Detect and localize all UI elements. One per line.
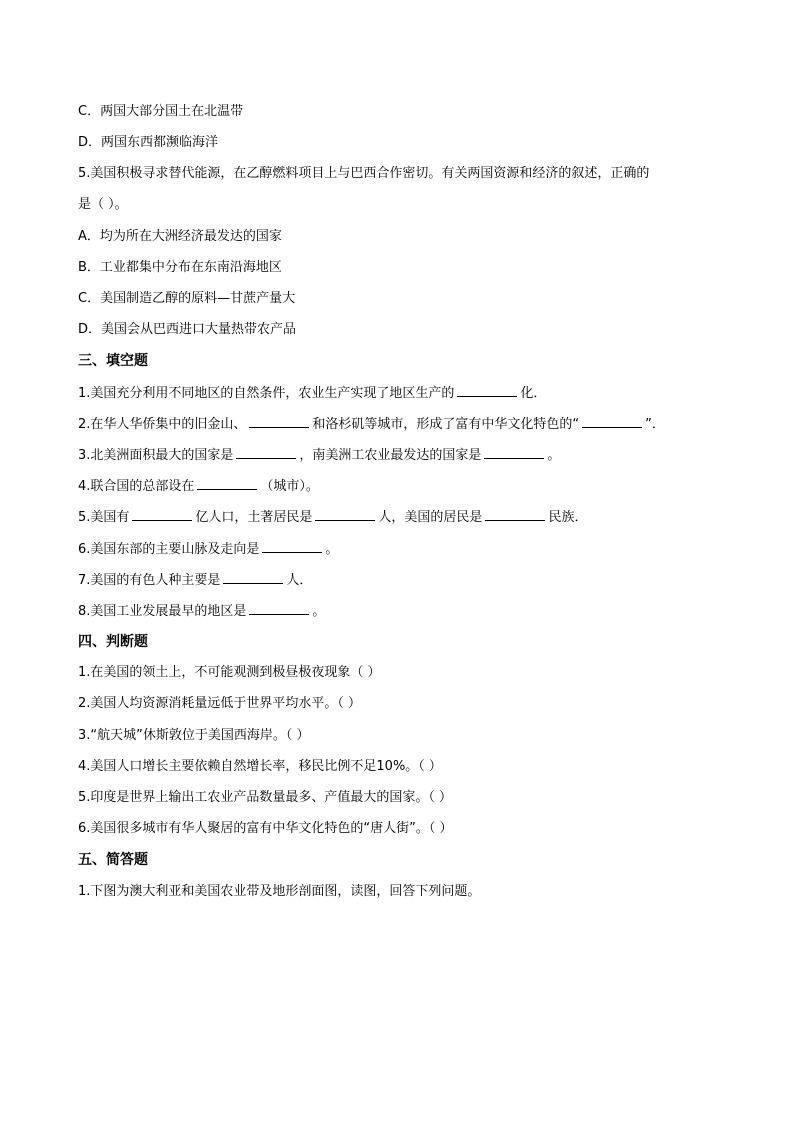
fill-item-3: 3.北美洲面积最大的国家是 ，南美洲工农业最发达的国家是 。	[78, 448, 561, 463]
section-heading-judge: 四、判断题	[78, 634, 148, 650]
fill-item-8: 8.美国工业发展最早的地区是 。	[78, 604, 326, 619]
judge-item-2: 2.美国人均资源消耗量远低于世界平均水平。（ ）	[78, 696, 362, 711]
answer-blank	[236, 446, 296, 459]
fill-item-5: 5.美国有 亿人口，土著居民是 人，美国的居民是 民族．	[78, 510, 588, 525]
answer-blank	[249, 602, 309, 615]
question-5-stem-cont: 是（ ）。	[78, 197, 128, 212]
short-item-1: 1.下图为澳大利亚和美国农业带及地形剖面图，读图，回答下列问题。	[78, 884, 481, 899]
judge-item-1: 1.在美国的领土上，不可能观测到极昼极夜现象（ ）	[78, 665, 381, 680]
question-5-option-c: C．美国制造乙醇的原料—甘蔗产量大	[78, 291, 296, 306]
question-5-option-d: D．美国会从巴西进口大量热带农产品	[78, 322, 297, 337]
answer-blank	[582, 415, 642, 428]
judge-item-4: 4.美国人口增长主要依赖自然增长率，移民比例不足10%。（ ）	[78, 759, 442, 774]
judge-item-6: 6.美国很多城市有华人聚居的富有中华文化特色的“唐人街”。（ ）	[78, 821, 453, 836]
fill-item-4: 4.联合国的总部设在 （城市）。	[78, 479, 319, 494]
section-heading-short: 五、简答题	[78, 852, 148, 868]
answer-blank	[223, 571, 283, 584]
fill-item-1: 1.美国充分利用不同地区的自然条件，农业生产实现了地区生产的 化．	[78, 386, 547, 401]
judge-item-3: 3.“航天城”休斯敦位于美国西海岸。（ ）	[78, 728, 310, 743]
judge-item-5: 5.印度是世界上输出工农业产品数量最多、产值最大的国家。（ ）	[78, 790, 453, 805]
question-5-stem: 5.美国积极寻求替代能源，在乙醇燃料项目上与巴西合作密切。有关两国资源和经济的叙述，正确的	[78, 166, 650, 181]
option-d-prev: D．两国东西都濒临海洋	[78, 135, 219, 150]
answer-blank	[262, 540, 322, 553]
section-heading-fill: 三、填空题	[78, 353, 148, 369]
option-c-prev: C．两国大部分国土在北温带	[78, 104, 244, 119]
fill-item-2: 2.在华人华侨集中的旧金山、 和洛杉矶等城市，形成了富有中华文化特色的“ ”．	[78, 417, 665, 432]
answer-blank	[484, 446, 544, 459]
answer-blank	[457, 384, 517, 397]
answer-blank	[249, 415, 309, 428]
answer-blank	[132, 508, 192, 521]
fill-item-7: 7.美国的有色人种主要是 人．	[78, 573, 313, 588]
fill-item-6: 6.美国东部的主要山脉及走向是 。	[78, 542, 339, 557]
question-5-option-b: B．工业都集中分布在东南沿海地区	[78, 260, 282, 275]
question-5-option-a: A．均为所在大洲经济最发达的国家	[78, 229, 282, 244]
answer-blank	[315, 508, 375, 521]
answer-blank	[485, 508, 545, 521]
answer-blank	[197, 477, 257, 490]
